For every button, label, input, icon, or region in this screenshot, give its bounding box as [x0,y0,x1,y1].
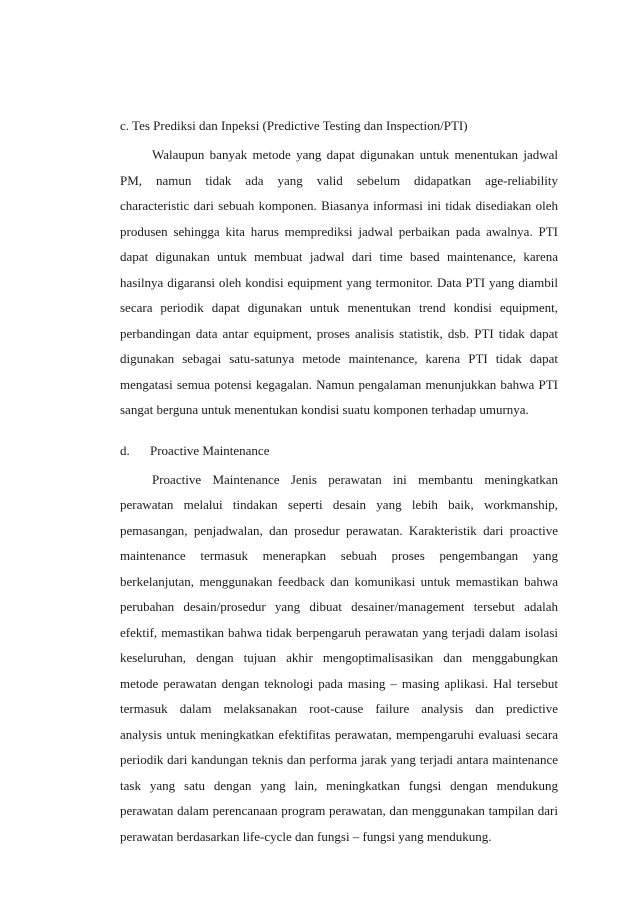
section-d-paragraph [120,467,558,850]
paragraph-line: perubahan desain/prosedur yang dibuat desainer/management tersebut adalah [120,599,558,614]
paragraph-line: periodik dari kandungan teknis dan performa jarak yang terjadi antara maintenance [120,752,558,767]
paragraph-line: keseluruhan, dengan tujuan akhir mengoptimalisasikan dan menggabungkan [120,650,558,665]
paragraph-line: perbandingan data antar equipment, proses analisis statistik, dsb. PTI tidak dapat [120,325,558,341]
paragraph-line: task yang satu dengan yang lain, meningkatkan fungsi dengan mendukung [120,777,558,793]
paragraph-line: efektif, memastikan bahwa tidak berpengaruh perawatan yang terjadi dalam isolasi [120,624,558,640]
paragraph-line: Walaupun banyak metode yang dapat digunakan untuk menentukan jadwal [152,147,558,162]
paragraph-line: characteristic dari sebuah komponen. Biasanya informasi ini tidak disediakan oleh [120,198,558,213]
paragraph-line: analysis untuk meningkatkan efektifitas perawatan, mempengaruhi evaluasi secara [120,726,558,742]
paragraph-line: perawatan melalui tindakan seperti desain yang lebih baik, workmanship, [120,497,558,512]
paragraph-line: perawatan berdasarkan life-cycle dan fungsi – fungsi yang mendukung. [120,828,492,844]
section-d-heading [120,443,558,459]
paragraph-line: berkelanjutan, menggunakan feedback dan komunikasi untuk memastikan bahwa [120,573,558,589]
paragraph-line: perawatan dalam perencanaan program perawatan, dan menggunakan tampilan dari [120,803,558,818]
paragraph-line: maintenance termasuk menerapkan sebuah proses pengembangan yang [120,548,558,563]
paragraph-line: Proactive Maintenance Jenis perawatan ini membantu meningkatkan [152,471,558,487]
paragraph-line: produsen sehingga kita harus memprediksi jadwal perbaikan pada awalnya. PTI [120,223,558,239]
paragraph-line: pemasangan, penjadwalan, dan prosedur perawatan. Karakteristik dari proactive [120,522,558,538]
paragraph-line: metode perawatan dengan teknologi pada masing – masing aplikasi. Hal tersebut [120,675,558,691]
section-c-paragraph [120,142,558,423]
paragraph-line: sangat berguna untuk menentukan kondisi suatu komponen terhadap umurnya. [120,402,529,417]
section-spacer [120,423,558,443]
paragraph-line: hasilnya digaransi oleh kondisi equipment yang termonitor. Data PTI yang diambil [120,274,558,290]
paragraph-line: termasuk dalam melaksanakan root-cause failure analysis dan predictive [120,701,558,716]
section-d-letter: d. [120,442,130,458]
paragraph-line: PM, namun tidak ada yang valid sebelum didapatkan age-reliability [120,172,558,188]
paragraph-line: dapat digunakan untuk membuat jadwal dari time based maintenance, karena [120,249,558,264]
section-d-title: Proactive Maintenance [150,442,270,458]
paragraph-line: mengatasi semua potensi kegagalan. Namun pengalaman menunjukkan bahwa PTI [120,376,558,392]
paragraph-line: secara periodik dapat digunakan untuk menentukan trend kondisi equipment, [120,300,558,315]
section-c-heading: c. Tes Prediksi dan Inpeksi (Predictive Testing dan Inspection/PTI) [120,118,468,133]
paragraph-line: digunakan sebagai satu-satunya metode maintenance, karena PTI tidak dapat [120,351,558,366]
document-page [120,118,558,849]
